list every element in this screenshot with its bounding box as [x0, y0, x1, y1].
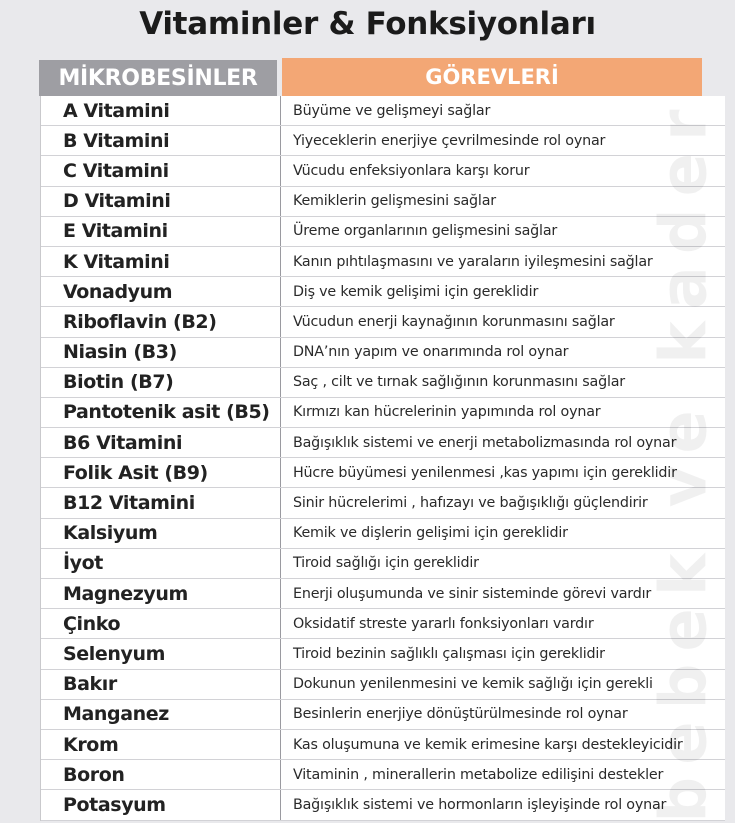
table-row	[41, 247, 725, 277]
nutrient-name: D Vitamini	[41, 187, 281, 216]
nutrient-name: Çinko	[41, 609, 281, 638]
table-row	[41, 579, 725, 609]
header-micronutrients: MİKROBESİNLER	[39, 60, 277, 96]
nutrient-function: Oksidatif streste yararlı fonksiyonları vardır	[293, 615, 594, 632]
nutrient-name: C Vitamini	[41, 156, 281, 185]
table-row	[41, 187, 725, 217]
table-row	[41, 670, 725, 700]
table-row	[41, 96, 725, 126]
nutrient-function: Üreme organlarının gelişmesini sağlar	[293, 223, 558, 240]
table-row	[41, 338, 725, 368]
nutrient-name: İyot	[41, 549, 281, 578]
nutrient-function: Kırmızı kan hücrelerinin yapımında rol oynar	[293, 404, 601, 421]
nutrient-name: Biotin (B7)	[41, 368, 281, 397]
nutrient-function: Hücre büyümesi yenilenmesi ,kas yapımı için gereklidir	[293, 464, 677, 481]
table-row	[41, 428, 725, 458]
vitamin-table	[40, 96, 725, 821]
nutrient-name: E Vitamini	[41, 217, 281, 246]
table-row	[41, 639, 725, 669]
nutrient-function: Vücudun enerji kaynağının korunmasını sağlar	[293, 313, 615, 330]
table-row	[41, 609, 725, 639]
table-row	[41, 398, 725, 428]
nutrient-function: Vücudu enfeksiyonlara karşı korur	[293, 162, 530, 179]
table-row	[41, 458, 725, 488]
nutrient-name: Vonadyum	[41, 277, 281, 306]
nutrient-function: Enerji oluşumunda ve sinir sisteminde görevi vardır	[293, 585, 652, 602]
table-row	[41, 488, 725, 518]
table-row	[41, 730, 725, 760]
nutrient-name: Bakır	[41, 670, 281, 699]
table-row	[41, 760, 725, 790]
table-row	[41, 519, 725, 549]
table-row	[41, 277, 725, 307]
nutrient-function: Kemik ve dişlerin gelişimi için gereklidir	[293, 525, 568, 542]
nutrient-function: Kanın pıhtılaşmasını ve yaraların iyileşmesini sağlar	[293, 253, 653, 270]
nutrient-function: Dokunun yenilenmesini ve kemik sağlığı için gerekli	[293, 676, 653, 693]
nutrient-name: Potasyum	[41, 790, 281, 819]
table-row	[41, 549, 725, 579]
table-row	[41, 217, 725, 247]
nutrient-name: K Vitamini	[41, 247, 281, 276]
nutrient-name: Krom	[41, 730, 281, 759]
nutrient-name: Pantotenik asit (B5)	[41, 398, 281, 427]
nutrient-function: Besinlerin enerjiye dönüştürülmesinde rol oynar	[293, 706, 628, 723]
table-row	[41, 368, 725, 398]
nutrient-function: Bağışıklık sistemi ve enerji metabolizmasında rol oynar	[293, 434, 677, 451]
nutrient-name: Niasin (B3)	[41, 338, 281, 367]
table-row	[41, 307, 725, 337]
nutrient-function: Tiroid sağlığı için gereklidir	[293, 555, 479, 572]
nutrient-function: Vitaminin , minerallerin metabolize edilişini destekler	[293, 766, 664, 783]
nutrient-name: Folik Asit (B9)	[41, 458, 281, 487]
nutrient-function: Kemiklerin gelişmesini sağlar	[293, 193, 496, 210]
nutrient-name: B12 Vitamini	[41, 488, 281, 517]
nutrient-function: DNA’nın yapım ve onarımında rol oynar	[293, 344, 569, 361]
nutrient-function: Saç , cilt ve tırnak sağlığının korunmasını sağlar	[293, 374, 625, 391]
nutrient-name: Magnezyum	[41, 579, 281, 608]
nutrient-name: Boron	[41, 760, 281, 789]
table-row	[41, 790, 725, 820]
page-title: Vitaminler & Fonksiyonları	[139, 6, 596, 42]
nutrient-function: Büyüme ve gelişmeyi sağlar	[293, 102, 491, 119]
nutrient-function: Kas oluşumuna ve kemik erimesine karşı destekleyicidir	[293, 736, 683, 753]
header-functions: GÖREVLERİ	[282, 58, 702, 96]
nutrient-function: Bağışıklık sistemi ve hormonların işleyişinde rol oynar	[293, 796, 667, 813]
nutrient-name: A Vitamini	[41, 96, 281, 125]
nutrient-name: B6 Vitamini	[41, 428, 281, 457]
nutrient-function: Sinir hücrelerimi , hafızayı ve bağışıklığı güçlendirir	[293, 495, 648, 512]
nutrient-name: Kalsiyum	[41, 519, 281, 548]
table-row	[41, 156, 725, 186]
nutrient-function: Tiroid bezinin sağlıklı çalışması için gereklidir	[293, 645, 605, 662]
nutrient-function: Yiyeceklerin enerjiye çevrilmesinde rol oynar	[293, 132, 606, 149]
nutrient-name: Selenyum	[41, 639, 281, 668]
nutrient-name: Manganez	[41, 700, 281, 729]
table-row	[41, 700, 725, 730]
nutrient-function: Diş ve kemik gelişimi için gereklidir	[293, 283, 539, 300]
nutrient-name: Riboflavin (B2)	[41, 307, 281, 336]
table-row	[41, 126, 725, 156]
nutrient-name: B Vitamini	[41, 126, 281, 155]
